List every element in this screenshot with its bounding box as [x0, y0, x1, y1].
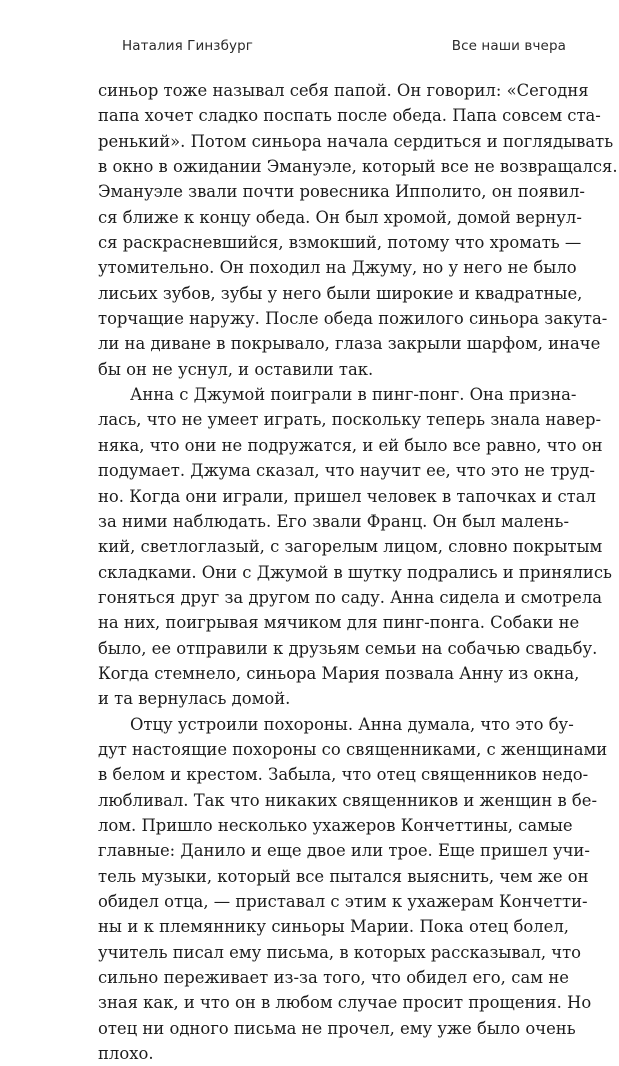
text-line: в окно в ожидании Эмануэле, который все не возвращался.: [98, 157, 618, 177]
text-line: на них, поигрывая мячиком для пинг-понга. Собаки не: [98, 613, 580, 633]
text-line: дут настоящие похороны со священниками, с женщинами: [98, 739, 608, 759]
header-author: Наталия Гинзбург: [122, 38, 253, 54]
text-line: в белом и крестом. Забыла, что отец священников недо-: [98, 765, 589, 785]
running-header: [122, 38, 566, 58]
text-line: гоняться друг за другом по саду. Анна сидела и смотрела: [98, 587, 603, 607]
text-line: учитель писал ему письма, в которых рассказывал, что: [98, 942, 582, 962]
text-line: за ними наблюдать. Его звали Франц. Он был малень-: [98, 511, 569, 531]
text-line: лисьих зубов, зубы у него были широкие и квадратные,: [98, 283, 583, 303]
text-line: Анна с Джумой поиграли в пинг-понг. Она призна-: [130, 385, 577, 405]
paragraph: [98, 382, 612, 711]
text-line: няка, что они не подружатся, и ей было все равно, что он: [98, 435, 603, 455]
text-line: отец ни одного письма не прочел, ему уже было очень: [98, 1018, 576, 1038]
text-line: и та вернулась домой.: [98, 689, 291, 709]
text-line: лась, что не умеет играть, поскольку теперь знала навер-: [98, 410, 602, 430]
text-line: сильно переживает из-за того, что обидел его, сам не: [98, 968, 569, 988]
text-line: ся ближе к концу обеда. Он был хромой, домой вернул-: [98, 207, 582, 227]
text-line: лом. Пришло несколько ухажеров Кончеттины, самые: [98, 815, 573, 835]
text-line: складками. Они с Джумой в шутку подрались и принялись: [98, 562, 612, 582]
paragraph: [98, 78, 618, 382]
text-line: тель музыки, который все пытался выяснить, чем же он: [98, 866, 589, 886]
text-line: Отцу устроили похороны. Анна думала, что это бу-: [130, 714, 574, 734]
text-line: Когда стемнело, синьора Мария позвала Анну из окна,: [98, 663, 580, 683]
text-line: зная как, и что он в любом случае просит прощения. Но: [98, 993, 592, 1013]
text-line: плохо.: [98, 1044, 154, 1064]
text-line: папа хочет сладко поспать после обеда. Папа совсем ста-: [98, 106, 601, 126]
text-line: ли на диване в покрывало, глаза закрыли шарфом, иначе: [98, 334, 601, 354]
text-line: утомительно. Он походил на Джуму, но у него не было: [98, 258, 577, 278]
header-book-title: Все наши вчера: [451, 38, 566, 54]
text-line: но. Когда они играли, пришел человек в тапочках и стал: [98, 486, 596, 506]
body-text: [98, 78, 618, 1066]
text-line: подумает. Джума сказал, что научит ее, что это не труд-: [98, 461, 595, 481]
text-line: было, ее отправили к друзьям семьи на собачью свадьбу.: [98, 638, 598, 658]
text-line: торчащие наружу. После обеда пожилого синьора закута-: [98, 309, 608, 329]
text-line: бы он не уснул, и оставили так.: [98, 359, 374, 379]
text-line: ны и к племяннику синьоры Марии. Пока отец болел,: [98, 917, 569, 937]
text-line: главные: Данило и еще двое или трое. Еще пришел учи-: [98, 841, 590, 861]
text-line: Эмануэле звали почти ровесника Ипполито, он появил-: [98, 182, 585, 202]
paragraph: [98, 712, 608, 1066]
text-line: кий, светлоглазый, с загорелым лицом, словно покрытым: [98, 537, 603, 557]
text-line: любливал. Так что никаких священников и женщин в бе-: [98, 790, 598, 810]
text-line: обидел отца, — приставал с этим к ухажерам Кончетти-: [98, 892, 588, 911]
text-line: синьор тоже называл себя папой. Он говорил: «Сегодня: [98, 81, 589, 100]
text-line: ренький». Потом синьора начала сердиться и поглядывать: [98, 131, 614, 151]
text-line: ся раскрасневшийся, взмокший, потому что хромать —: [98, 233, 582, 253]
